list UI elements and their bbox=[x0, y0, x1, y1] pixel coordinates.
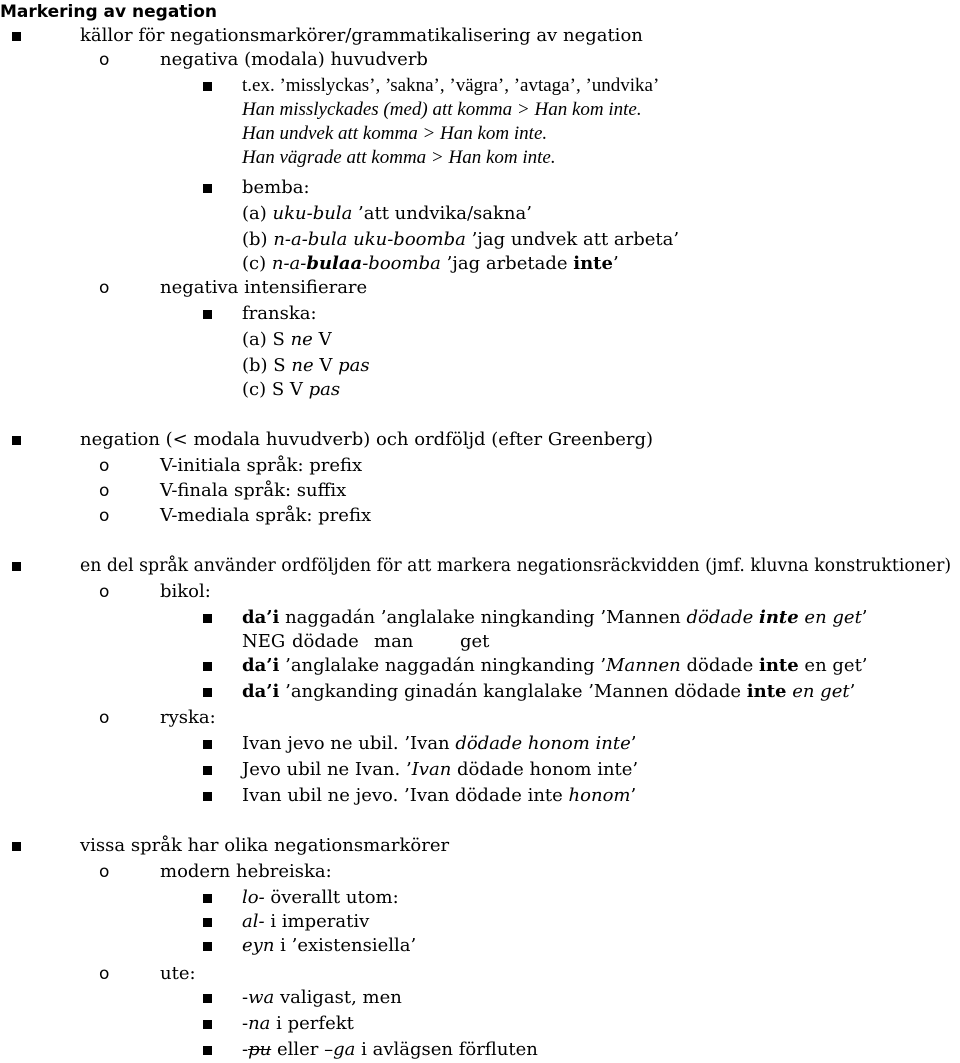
example-line: Han vägrade att komma > Han kom inte. bbox=[242, 147, 556, 168]
square-bullet-icon bbox=[12, 842, 21, 851]
circle-bullet-icon: o bbox=[99, 506, 110, 526]
circle-bullet-icon: o bbox=[99, 582, 110, 602]
square-bullet-icon bbox=[203, 82, 212, 91]
square-bullet-icon bbox=[203, 310, 212, 319]
circle-bullet-icon: o bbox=[99, 964, 110, 984]
square-bullet-icon bbox=[12, 436, 21, 445]
example-line: al- i imperativ bbox=[242, 911, 370, 932]
square-bullet-icon bbox=[203, 740, 212, 749]
list-item: V-finala språk: suffix bbox=[160, 480, 347, 501]
language-label: bemba: bbox=[242, 177, 310, 198]
example-line: -pu eller –ga i avlägsen förfluten bbox=[242, 1039, 538, 1060]
circle-bullet-icon: o bbox=[99, 862, 110, 882]
example-line: Han undvek att komma > Han kom inte. bbox=[242, 123, 548, 144]
gloss-get: get bbox=[460, 631, 490, 652]
list-item: V-mediala språk: prefix bbox=[160, 505, 372, 526]
page-title: Markering av negation bbox=[0, 2, 218, 22]
example-line: Jevo ubil ne Ivan. ’Ivan dödade honom inte’ bbox=[242, 759, 639, 780]
subheading: negativa (modala) huvudverb bbox=[160, 49, 428, 70]
language-label: bikol: bbox=[160, 581, 211, 602]
example-line: Ivan ubil ne jevo. ’Ivan dödade inte honom’ bbox=[242, 785, 637, 806]
square-bullet-icon bbox=[203, 184, 212, 193]
example-line: da’i naggadán ’anglalake ningkanding ’Mannen dödade inte en get’ bbox=[242, 607, 868, 628]
circle-bullet-icon: o bbox=[99, 50, 110, 70]
square-bullet-icon bbox=[203, 614, 212, 623]
example-line: (c) n-a-bulaa-boomba ’jag arbetade inte’ bbox=[242, 253, 619, 274]
square-bullet-icon bbox=[203, 1046, 212, 1055]
section-heading: källor för negationsmarkörer/grammatikalisering av negation bbox=[80, 25, 643, 46]
circle-bullet-icon: o bbox=[99, 456, 110, 476]
square-bullet-icon bbox=[203, 792, 212, 801]
language-label: modern hebreiska: bbox=[160, 861, 332, 882]
language-label: ute: bbox=[160, 963, 196, 984]
language-label: franska: bbox=[242, 303, 317, 324]
example-line: -wa valigast, men bbox=[242, 987, 402, 1008]
square-bullet-icon bbox=[12, 32, 21, 41]
example-line: da’i ’anglalake naggadán ningkanding ’Mannen dödade inte en get’ bbox=[242, 655, 868, 676]
example-line: (b) n-a-bula uku-boomba ’jag undvek att arbeta’ bbox=[242, 229, 680, 250]
square-bullet-icon bbox=[203, 942, 212, 951]
example-line: (c) S V pas bbox=[242, 379, 341, 400]
circle-bullet-icon: o bbox=[99, 708, 110, 728]
example-line: (a) S ne V bbox=[242, 329, 332, 350]
square-bullet-icon bbox=[203, 894, 212, 903]
example-line: (a) uku-bula ’att undvika/sakna’ bbox=[242, 203, 532, 224]
square-bullet-icon bbox=[203, 918, 212, 927]
example-line: Ivan jevo ne ubil. ’Ivan dödade honom inte’ bbox=[242, 733, 637, 754]
circle-bullet-icon: o bbox=[99, 481, 110, 501]
square-bullet-icon bbox=[203, 662, 212, 671]
example-line: -na i perfekt bbox=[242, 1013, 354, 1034]
example-line: da’i ’angkanding ginadán kanglalake ’Mannen dödade inte en get’ bbox=[242, 681, 856, 702]
section-heading: negation (< modala huvudverb) och ordföljd (efter Greenberg) bbox=[80, 429, 654, 450]
gloss-man: man bbox=[374, 631, 414, 652]
example-line: t.ex. ’misslyckas’, ’sakna’, ’vägra’, ’avtaga’, ’undvika’ bbox=[242, 75, 660, 96]
example-line: (b) S ne V pas bbox=[242, 355, 370, 376]
section-heading: vissa språk har olika negationsmarkörer bbox=[80, 835, 450, 856]
section-heading: en del språk använder ordföljden för att markera negationsräckvidden (jmf. kluvna konstruktioner) bbox=[80, 556, 952, 576]
circle-bullet-icon: o bbox=[99, 278, 110, 298]
square-bullet-icon bbox=[12, 562, 21, 571]
example-line: Han misslyckades (med) att komma > Han kom inte. bbox=[242, 99, 642, 120]
square-bullet-icon bbox=[203, 1020, 212, 1029]
square-bullet-icon bbox=[203, 688, 212, 697]
example-line: lo- överallt utom: bbox=[242, 887, 399, 908]
language-label: ryska: bbox=[160, 707, 216, 728]
square-bullet-icon bbox=[203, 994, 212, 1003]
gloss-neg: NEG bbox=[242, 631, 286, 652]
subheading: negativa intensifierare bbox=[160, 277, 368, 298]
example-line: eyn i ’existensiella’ bbox=[242, 935, 417, 956]
gloss-dodade: dödade bbox=[292, 631, 359, 652]
list-item: V-initiala språk: prefix bbox=[160, 455, 363, 476]
square-bullet-icon bbox=[203, 766, 212, 775]
